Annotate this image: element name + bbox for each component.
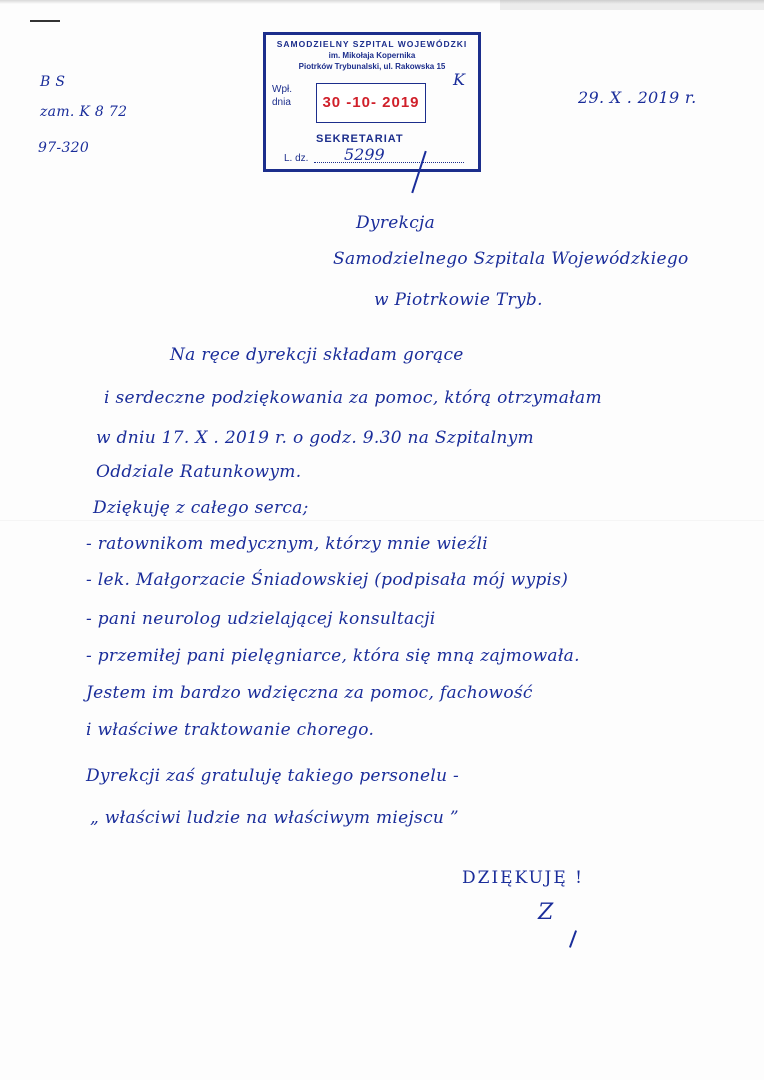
recipient-line-2: Samodzielnego Szpitala Wojewódzkiego	[333, 249, 689, 269]
body-line: - przemiłej pani pielęgniarce, która się mną zajmowała.	[86, 646, 580, 666]
closing-thanks: DZIĘKUJĘ !	[462, 868, 584, 888]
fold-line	[0, 520, 764, 521]
body-line: w dniu 17. X . 2019 r. o godz. 9.30 na Szpitalnym	[96, 428, 534, 448]
stamp-patron: im. Mikołaja Kopernika	[328, 51, 416, 60]
stamp-reg-no-label: L. dz.	[284, 153, 309, 164]
stamp-hospital-name: SAMODZIELNY SZPITAL WOJEWÓDZKI	[276, 39, 468, 49]
received-stamp	[263, 32, 481, 172]
body-line: Oddziale Ratunkowym.	[96, 462, 302, 482]
body-line: i właściwe traktowanie chorego.	[86, 720, 375, 740]
sender-street: zam. K 8 72	[40, 104, 128, 120]
sender-postcode: 97-320	[38, 140, 90, 156]
stamp-reg-no: 5299	[344, 145, 385, 164]
body-line: - lek. Małgorzacie Śniadowskiej (podpisała mój wypis)	[86, 570, 569, 590]
body-line: „ właściwi ludzie na właściwym miejscu ”	[90, 808, 459, 828]
body-line: - ratownikom medycznym, którzy mnie wieźli	[86, 534, 489, 554]
stamp-initial: K	[453, 70, 466, 89]
signature: Z	[538, 900, 554, 925]
letter-date: 29. X . 2019 r.	[578, 88, 697, 107]
stamp-reg-no-line	[314, 162, 464, 163]
scan-edge	[500, 0, 764, 10]
body-line: i serdeczne podziękowania za pomoc, którą otrzymałam	[104, 388, 602, 408]
recipient-line-1: Dyrekcja	[356, 213, 436, 233]
body-line: - pani neurolog udzielającej konsultacji	[86, 609, 436, 629]
body-line: Na ręce dyrekcji składam gorące	[170, 345, 464, 365]
body-line: Dyrekcji zaś gratuluję takiego personelu -	[86, 766, 460, 786]
recipient-line-3: w Piotrkowie Tryb.	[374, 290, 543, 310]
signature-flourish	[569, 930, 577, 948]
sender-name: B S	[40, 74, 66, 90]
corner-mark	[30, 20, 60, 22]
stamp-received-date: 30 -10- 2019	[316, 83, 426, 123]
stamp-address: Piotrków Trybunalski, ul. Rakowska 15	[298, 62, 446, 71]
body-line: Jestem im bardzo wdzięczna za pomoc, fachowość	[86, 683, 533, 703]
stamp-office: SEKRETARIAT	[316, 133, 404, 145]
stamp-received-label: Wpł. dnia	[272, 84, 292, 108]
body-line: Dziękuję z całego serca;	[93, 498, 309, 518]
